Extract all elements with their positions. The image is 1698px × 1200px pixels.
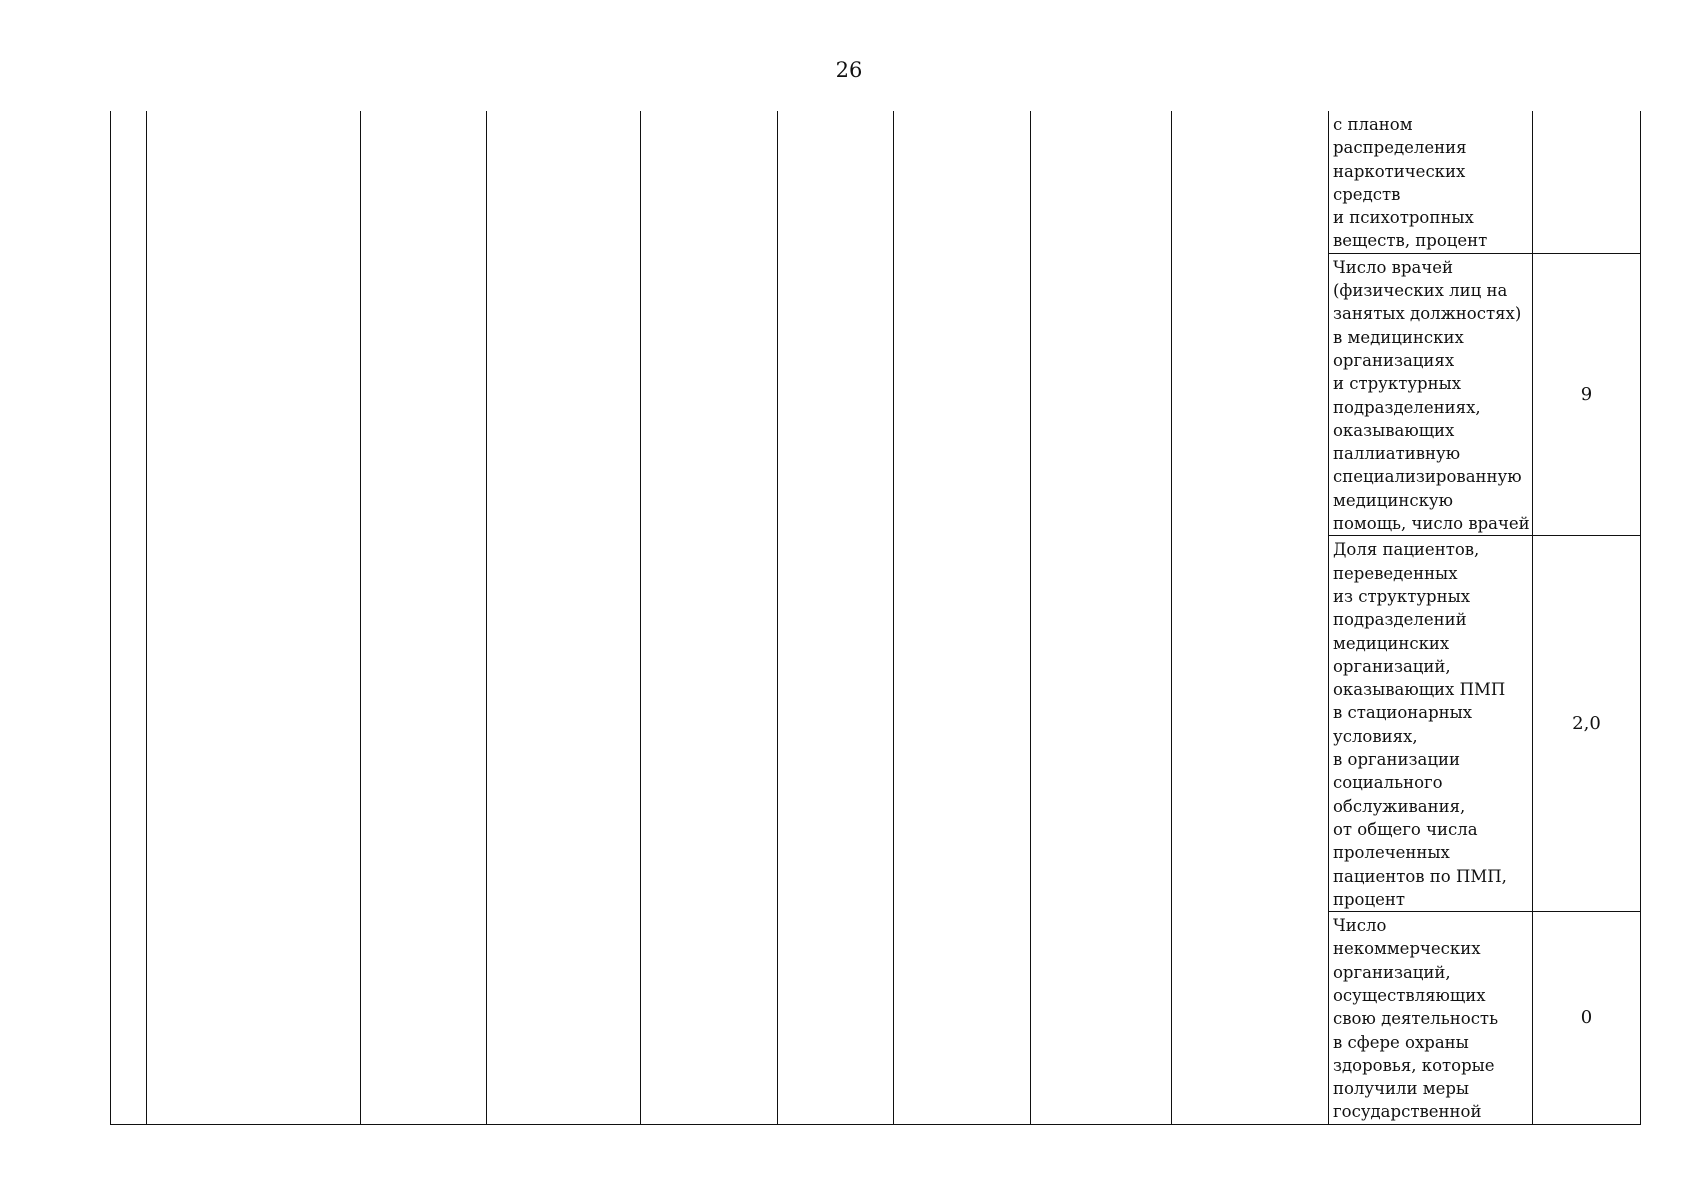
- empty-cell: [1172, 111, 1329, 1124]
- indicator-value-cell: 2,0: [1533, 536, 1641, 912]
- empty-cell: [487, 111, 641, 1124]
- indicator-value-cell: 9: [1533, 253, 1641, 536]
- indicator-name-cell: с планом распределения наркотических средств и психотропных веществ, процент: [1329, 111, 1533, 253]
- empty-cell: [147, 111, 361, 1124]
- indicator-name-cell: Число некоммерческих организаций, осуществляющих свою деятельность в сфере охраны здоровья, которые получили меры государственной: [1329, 912, 1533, 1125]
- indicators-table: [110, 111, 1641, 1125]
- empty-cell: [1031, 111, 1172, 1124]
- indicator-name-cell: Число врачей (физических лиц на занятых должностях) в медицинских организациях и структурных подразделениях, оказывающих паллиативную специализированную медицинскую помощь, число врачей: [1329, 253, 1533, 536]
- page-number: 26: [835, 58, 863, 82]
- indicator-value-cell: [1533, 111, 1641, 253]
- empty-cell: [778, 111, 894, 1124]
- empty-cell: [641, 111, 778, 1124]
- empty-cell: [361, 111, 487, 1124]
- empty-cell: [111, 111, 147, 1124]
- table-row: [111, 111, 1641, 253]
- indicator-value-cell: 0: [1533, 912, 1641, 1125]
- indicator-name-cell: Доля пациентов, переведенных из структурных подразделений медицинских организаций, оказывающих ПМП в стационарных условиях, в организации социального обслуживания, от общего числа пролеченных пациентов по ПМП, процент: [1329, 536, 1533, 912]
- empty-cell: [894, 111, 1031, 1124]
